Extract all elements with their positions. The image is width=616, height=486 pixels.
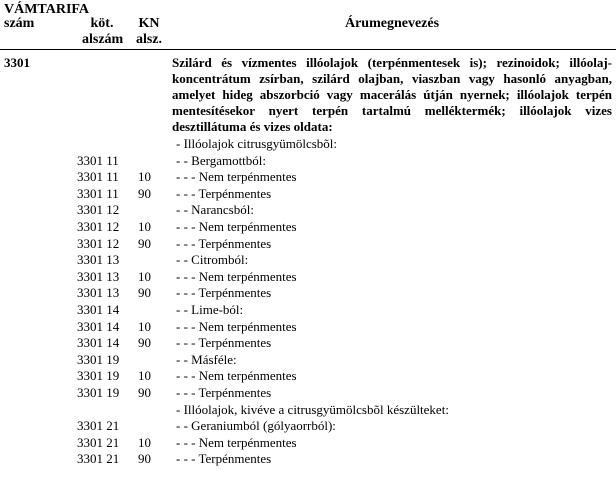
- row-code: 3301 12: [77, 235, 120, 251]
- row-description: - - - Terpénmentes: [176, 235, 272, 251]
- table-row: [0, 252, 616, 269]
- row-description: - - - Terpénmentes: [176, 285, 272, 301]
- table-row: [0, 352, 616, 369]
- table-row: [0, 368, 616, 385]
- row-code: 3301 21: [77, 418, 120, 434]
- table-row: [0, 186, 616, 203]
- row-code: 3301 19: [77, 368, 120, 384]
- table-row: [0, 335, 616, 352]
- tariff-rows: [0, 136, 616, 468]
- row-kn: 10: [138, 169, 151, 185]
- row-description: - - - Nem terpénmentes: [176, 218, 297, 234]
- row-code: 3301 13: [77, 285, 120, 301]
- row-code: 3301 19: [77, 384, 120, 400]
- row-description: - - - Nem terpénmentes: [176, 268, 297, 284]
- table-row: [0, 202, 616, 219]
- row-code: 3301 11: [77, 169, 119, 185]
- row-code: 3301 21: [77, 434, 120, 450]
- header-kn-line1: KN: [138, 16, 160, 31]
- table-row: [0, 219, 616, 236]
- row-kn: 90: [138, 185, 151, 201]
- table-row: [0, 385, 616, 402]
- row-description: - - - Terpénmentes: [176, 384, 272, 400]
- header-kn-line2: alsz.: [135, 32, 163, 47]
- row-kn: 90: [138, 384, 151, 400]
- row-code: 3301 14: [77, 318, 120, 334]
- row-code: 3301 21: [77, 451, 120, 467]
- table-row: [0, 269, 616, 286]
- row-kn: 10: [138, 318, 151, 334]
- heading-code: 3301: [4, 55, 30, 70]
- row-kn: 90: [138, 285, 151, 301]
- row-code: 3301 11: [77, 152, 119, 168]
- header-divider: [0, 49, 616, 50]
- row-description: - - Geraniumból (gólyaorrból):: [176, 418, 336, 434]
- table-row: [0, 435, 616, 452]
- heading-description: Szilárd és vízmentes illóolajok (terpénmentesek is); rezinoidok; illóolaj-koncentrátum zsírban, szilárd olajban, viaszban vagy hasonló anyagban, amelyet hideg abszorbció vagy macerálás útján nyernek; illóolajok terpén mentesítésekor nyert terpén tartalmú melléktermék; illóolajok vizes desztillátuma és vizes oldata:: [172, 55, 612, 134]
- table-row: [0, 285, 616, 302]
- row-description: - Illóolajok citrusgyümölcsbõl:: [176, 136, 338, 151]
- row-description: - - - Nem terpénmentes: [176, 169, 297, 185]
- table-row: [0, 319, 616, 336]
- row-description: - - - Nem terpénmentes: [176, 368, 297, 384]
- table-row: [0, 153, 616, 170]
- row-kn: 10: [138, 268, 151, 284]
- row-description: - - - Terpénmentes: [176, 451, 272, 467]
- row-code: 3301 12: [77, 202, 120, 218]
- row-description: - - Narancsból:: [176, 202, 254, 218]
- row-description: - - Bergamottból:: [176, 152, 267, 168]
- row-kn: 90: [138, 451, 151, 467]
- table-row: [0, 402, 616, 419]
- row-code: 3301 12: [77, 218, 120, 234]
- header-szam: szám: [4, 16, 35, 31]
- row-kn: 90: [138, 235, 151, 251]
- table-row: [0, 302, 616, 319]
- header-kot-line2: alszám: [82, 32, 124, 47]
- table-row: [0, 169, 616, 186]
- row-kn: 10: [138, 218, 151, 234]
- header-kot-alszam: [82, 16, 122, 48]
- header-arumegnevezes: Árumegnevezés: [344, 16, 440, 31]
- row-code: 3301 13: [77, 252, 120, 268]
- row-description: - - - Nem terpénmentes: [176, 318, 297, 334]
- table-row: [0, 451, 616, 468]
- row-description: - - Lime-ból:: [176, 301, 244, 317]
- row-kn: 90: [138, 335, 151, 351]
- table-row: [0, 136, 616, 153]
- row-description: - - - Nem terpénmentes: [176, 434, 297, 450]
- row-kn: 10: [138, 368, 151, 384]
- row-description: - - - Terpénmentes: [176, 335, 272, 351]
- row-description: - - - Terpénmentes: [176, 185, 272, 201]
- row-description: - - Másféle:: [176, 351, 237, 367]
- table-row: [0, 418, 616, 435]
- page-title: VÁMTARIFA: [4, 2, 90, 17]
- table-row: [0, 236, 616, 253]
- row-code: 3301 19: [77, 351, 120, 367]
- row-code: 3301 14: [77, 301, 120, 317]
- row-description: - - Citromból:: [176, 252, 249, 268]
- row-code: 3301 11: [77, 185, 119, 201]
- row-code: 3301 13: [77, 268, 120, 284]
- row-description: - Illóolajok, kivéve a citrusgyümölcsbõl készülteket:: [176, 401, 449, 417]
- row-code: 3301 14: [77, 335, 120, 351]
- header-kot-line1: köt.: [90, 16, 114, 31]
- header-kn-alsz: [133, 16, 165, 48]
- row-kn: 10: [138, 434, 151, 450]
